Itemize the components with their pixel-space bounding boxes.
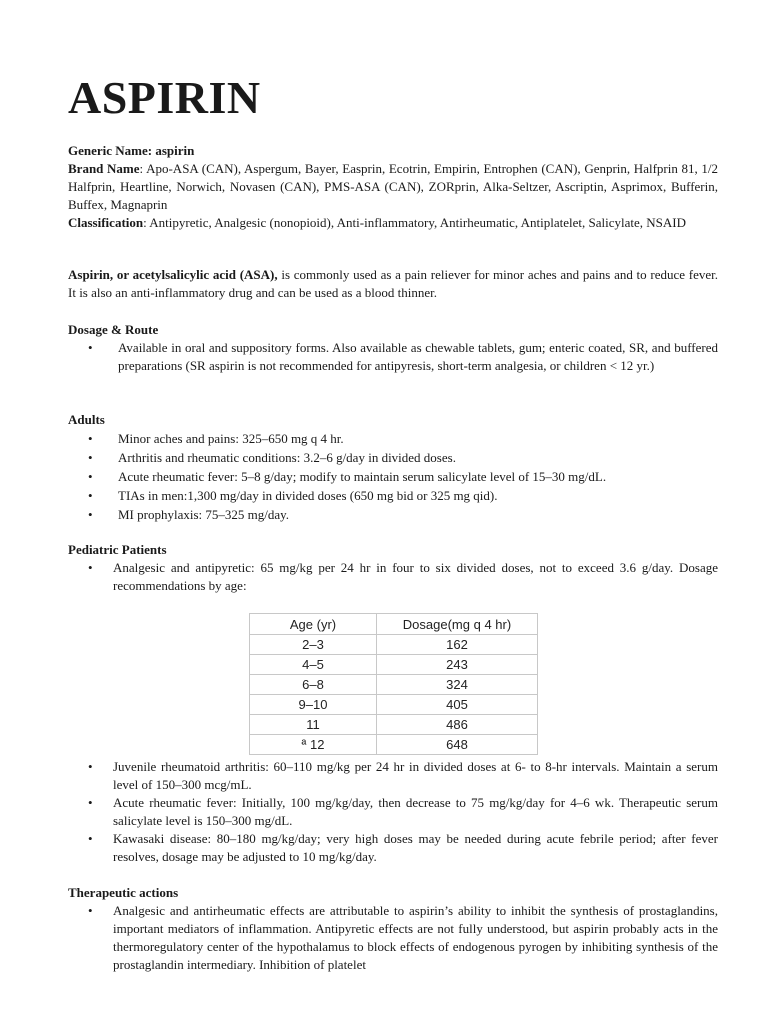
intro-section — [68, 266, 718, 302]
table-cell-age: 4–5 — [250, 655, 377, 675]
table-cell-dosage: 162 — [377, 635, 538, 655]
table-cell-age: 6–8 — [250, 675, 377, 695]
intro-paragraph — [68, 266, 718, 302]
pediatric-list-2 — [68, 758, 718, 866]
bullet-icon: • — [88, 560, 93, 575]
table-cell-dosage: 405 — [377, 695, 538, 715]
document-title: ASPIRIN — [68, 72, 261, 123]
table-row — [250, 675, 538, 695]
list-item: • Analgesic and antirheumatic effects are attributable to aspirin’s ability to inhibit the synthesis of prostaglandins, important mediators of inflammation. Antipyretic effects are not fully understood, but aspirin probably acts in the thermoregulatory center of the hypothalamus to block effects of endogenous pyrogen by inhibiting synthesis of the prostaglandin intermediary. Inhibition of platelet — [88, 903, 718, 972]
drug-info-section — [68, 142, 718, 232]
pediatric-heading: Pediatric Patients — [68, 542, 167, 557]
classification-label: Classification — [68, 215, 144, 230]
bullet-icon: • — [88, 507, 93, 522]
table-cell-dosage: 243 — [377, 655, 538, 675]
table-cell-dosage: 486 — [377, 715, 538, 735]
table-header-row — [250, 614, 538, 635]
table-row — [250, 655, 538, 675]
table-cell-age: 11 — [250, 715, 377, 735]
intro-text: is commonly used as a pain reliever for minor aches and pains and to reduce fever. It is also an anti-inflammatory drug and can be used as a blood thinner. — [68, 267, 718, 300]
bullet-icon: • — [88, 903, 93, 918]
table-row — [250, 635, 538, 655]
adults-list — [68, 429, 718, 524]
brand-name-label: Brand Name — [68, 161, 140, 176]
table-row — [250, 695, 538, 715]
adults-section — [68, 411, 718, 524]
classification-paragraph — [68, 214, 718, 232]
pediatric-list-1 — [68, 559, 718, 595]
bullet-icon: • — [88, 340, 93, 355]
list-item: • Acute rheumatic fever: Initially, 100 mg/kg/day, then decrease to 75 mg/kg/day for 4–6 wk. Therapeutic serum salicylate level is 150–300 mg/dL. — [88, 795, 718, 828]
list-item: • Available in oral and suppository forms. Also available as chewable tablets, gum; enteric coated, SR, and buffered preparations (SR aspirin is not recommended for antipyresis, short-term analgesia, or children < 12 yr.) — [88, 340, 718, 373]
table-header-age: Age (yr) — [250, 614, 377, 635]
dosage-route-list — [68, 339, 718, 375]
list-item: • Kawasaki disease: 80–180 mg/kg/day; very high doses may be needed during acute febrile period; after fever resolves, dosage may be adjusted to 10 mg/kg/day. — [88, 831, 718, 864]
therapeutic-section — [68, 884, 718, 974]
pediatric-section-continued — [68, 758, 718, 866]
dosage-route-section — [68, 321, 718, 375]
bullet-icon: • — [88, 759, 93, 774]
classification-text: : Antipyretic, Analgesic (nonopioid), Anti-inflammatory, Antirheumatic, Antiplatelet, Salicylate, NSAID — [143, 215, 687, 230]
bullet-icon: • — [88, 450, 93, 465]
table-row — [250, 715, 538, 735]
table-cell-age: ª 12 — [250, 735, 377, 755]
adults-heading: Adults — [68, 412, 105, 427]
intro-bold: Aspirin, or acetylsalicylic acid (ASA), — [68, 267, 278, 282]
list-item: • TIAs in men:1,300 mg/day in divided doses (650 mg bid or 325 mg qid). — [88, 488, 498, 503]
therapeutic-list — [68, 902, 718, 974]
list-item: • Acute rheumatic fever: 5–8 g/day; modify to maintain serum salicylate level of 15–30 mg/dL. — [88, 469, 607, 484]
dosage-route-heading: Dosage & Route — [68, 322, 159, 337]
bullet-icon: • — [88, 469, 93, 484]
generic-name-label: Generic Name: aspirin — [68, 143, 195, 158]
bullet-icon: • — [88, 831, 93, 846]
bullet-icon: • — [88, 795, 93, 810]
pediatric-section — [68, 541, 718, 595]
table-row — [250, 735, 538, 755]
bullet-icon: • — [88, 488, 93, 503]
list-item: • Juvenile rheumatoid arthritis: 60–110 mg/kg per 24 hr in divided doses at 6- to 8-hr intervals. Maintain a serum level of 150–300 mcg/mL. — [88, 759, 718, 792]
list-item: • Arthritis and rheumatic conditions: 3.2–6 g/day in divided doses. — [88, 450, 456, 465]
table-cell-dosage: 324 — [377, 675, 538, 695]
dosage-by-age-table — [249, 613, 538, 755]
brand-name-text: : Apo-ASA (CAN), Aspergum, Bayer, Easprin, Ecotrin, Empirin, Entrophen (CAN), Genprin, Halfprin 81, 1/2 Halfprin, Heartline, Norwich, Novasen (CAN), PMS-ASA (CAN), ZORprin, Alka-Seltzer, Ascriptin, Asprimox, Bufferin, Buffex, Magnaprin — [68, 161, 719, 212]
therapeutic-heading: Therapeutic actions — [68, 885, 179, 900]
table-cell-age: 2–3 — [250, 635, 377, 655]
list-item: • MI prophylaxis: 75–325 mg/day. — [88, 507, 290, 522]
table-header-dosage: Dosage(mg q 4 hr) — [377, 614, 538, 635]
table-cell-age: 9–10 — [250, 695, 377, 715]
generic-name-line — [68, 142, 718, 160]
bullet-icon: • — [88, 431, 93, 446]
list-item: • Analgesic and antipyretic: 65 mg/kg per 24 hr in four to six divided doses, not to exceed 3.6 g/day. Dosage recommendations by age: — [88, 560, 718, 593]
brand-name-paragraph — [68, 160, 718, 214]
list-item: • Minor aches and pains: 325–650 mg q 4 hr. — [88, 431, 344, 446]
table-cell-dosage: 648 — [377, 735, 538, 755]
